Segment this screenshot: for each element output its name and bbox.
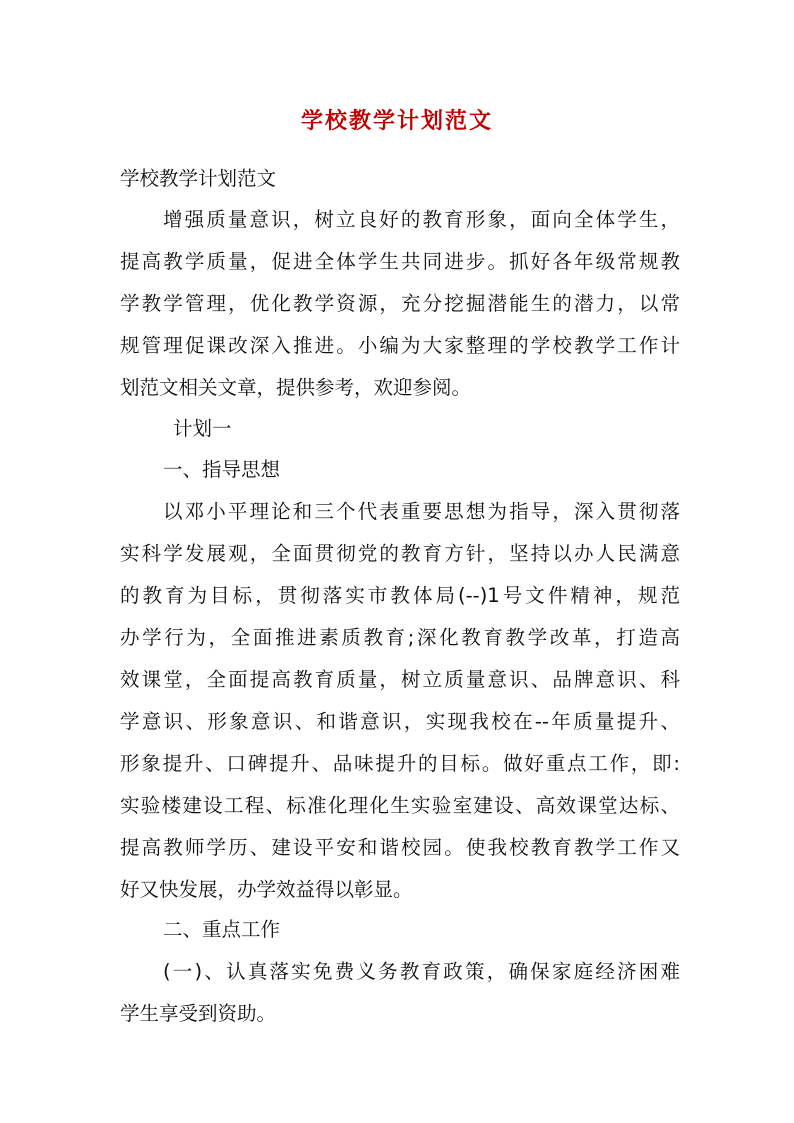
paragraph-line: 学意识、形象意识、和谐意识，实现我校在--年质量提升、: [120, 710, 680, 733]
paragraph-line: 规管理促课改深入推进。小编为大家整理的学校教学工作计: [120, 334, 680, 357]
paragraph-line: (一)、认真落实免费义务教育政策，确保家庭经济困难: [163, 960, 680, 983]
paragraph-line: 以邓小平理论和三个代表重要思想为指导，深入贯彻落: [163, 500, 680, 523]
paragraph-line: 的教育为目标，贯彻落实市教体局(--)1号文件精神，规范: [120, 584, 680, 607]
section-heading: 一、指导思想: [163, 458, 281, 481]
paragraph-line: 形象提升、口碑提升、品味提升的目标。做好重点工作，即:: [120, 752, 680, 775]
paragraph-line: 实科学发展观，全面贯彻党的教育方针，坚持以办人民满意: [120, 542, 680, 565]
paragraph-line: 划范文相关文章，提供参考，欢迎参阅。: [120, 376, 472, 399]
document-subtitle: 学校教学计划范文: [120, 167, 277, 190]
section-heading: 二、重点工作: [163, 918, 281, 941]
paragraph-line: 办学行为，全面推进素质教育;深化教育教学改革，打造高: [120, 626, 680, 649]
paragraph-line: 好又快发展，办学效益得以彰显。: [120, 878, 413, 901]
paragraph-line: 学生享受到资助。: [120, 1002, 277, 1025]
paragraph-line: 提高教学质量，促进全体学生共同进步。抓好各年级常规教: [120, 250, 680, 273]
paragraph-line: 实验楼建设工程、标准化理化生实验室建设、高效课堂达标、: [120, 794, 680, 817]
paragraph-line: 提高教师学历、建设平安和谐校园。使我校教育教学工作又: [120, 836, 680, 859]
document-title: 学校教学计划范文: [300, 108, 493, 134]
paragraph-line: 效课堂，全面提高教育质量，树立质量意识、品牌意识、科: [120, 668, 680, 691]
plan-label: 计划一: [173, 417, 232, 440]
paragraph-line: 学教学管理，优化教学资源，充分挖掘潜能生的潜力，以常: [120, 292, 680, 315]
paragraph-line: 增强质量意识，树立良好的教育形象，面向全体学生，: [163, 208, 680, 231]
